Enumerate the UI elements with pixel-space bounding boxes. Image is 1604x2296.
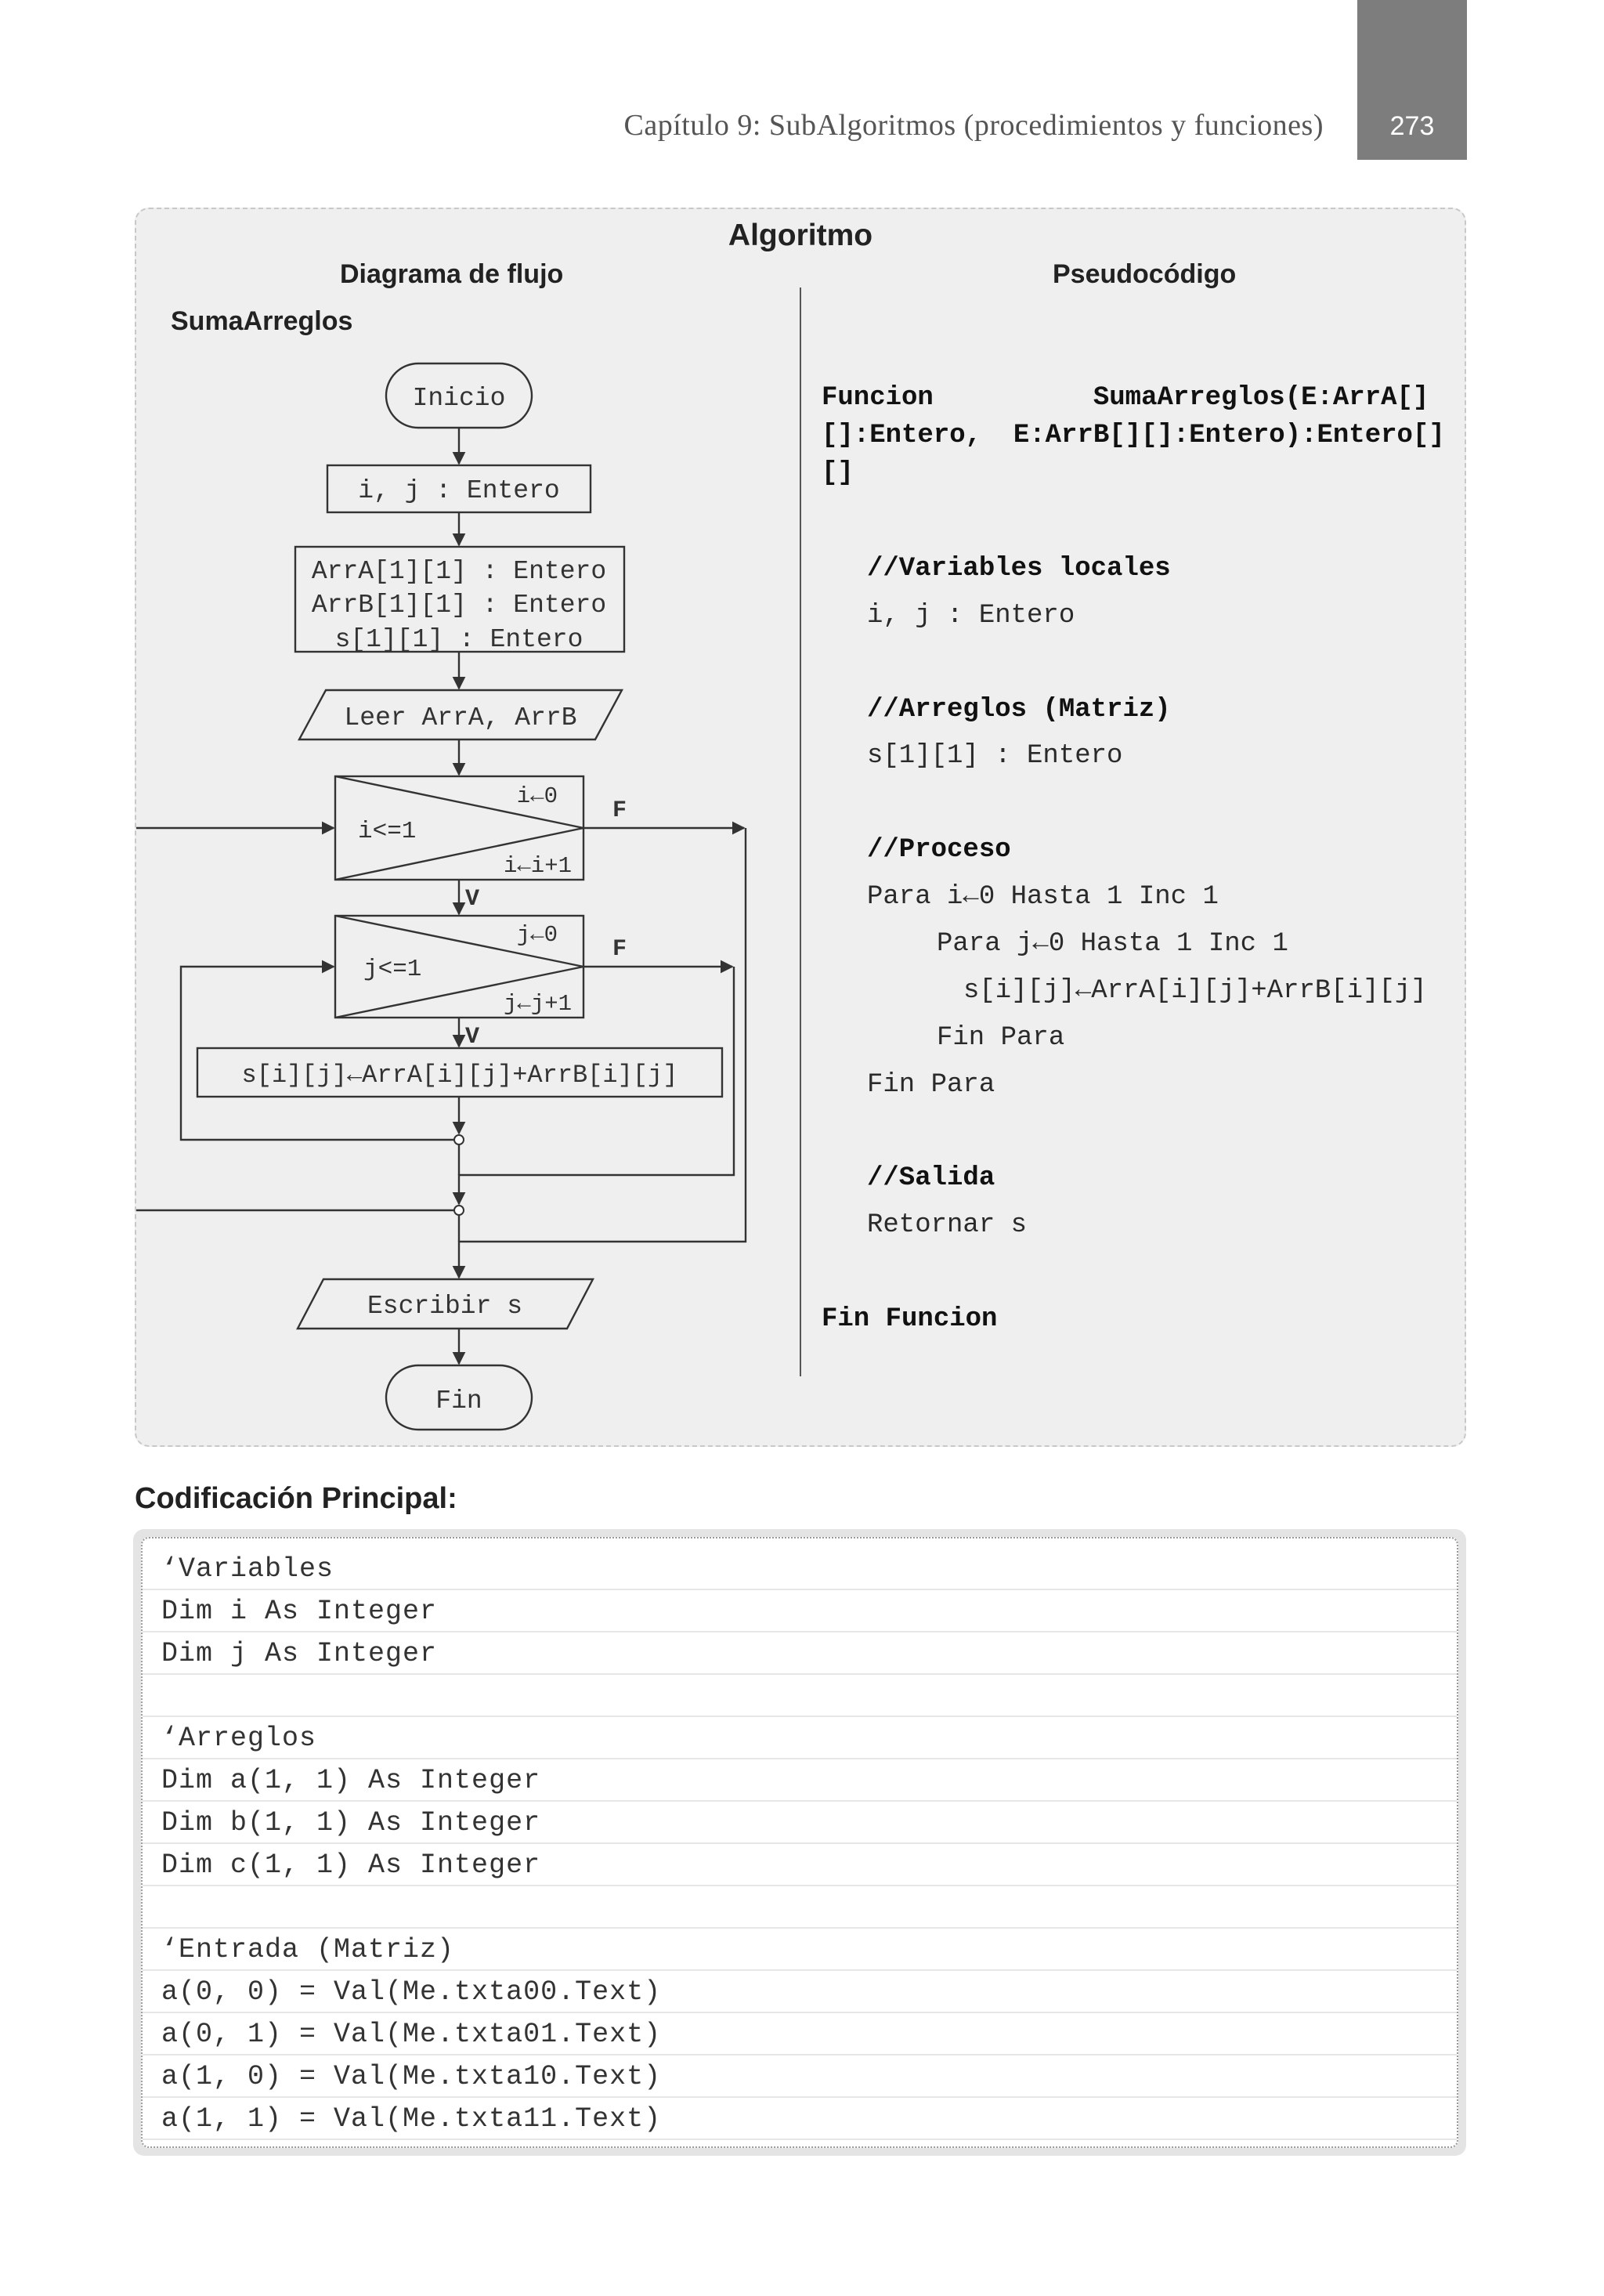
- code-line: Dim i As Integer: [143, 1590, 1457, 1633]
- false-label: F: [612, 936, 627, 963]
- merge-connector: [454, 1206, 464, 1215]
- pseudo-comment: //Arreglos (Matriz): [867, 695, 1171, 725]
- algorithm-panel: [135, 208, 1466, 1447]
- code-line: Dim b(1, 1) As Integer: [143, 1802, 1457, 1844]
- code-line: a(0, 0) = Val(Me.txta00.Text): [143, 1971, 1457, 2013]
- page-number: 273: [1389, 111, 1435, 141]
- pseudo-line: i, j : Entero: [867, 601, 1075, 631]
- pseudo-line: Para i←0 Hasta 1 Inc 1: [867, 882, 1219, 912]
- pseudo-line: Fin Para: [867, 1070, 995, 1100]
- true-label: V: [465, 886, 480, 913]
- pseudo-line: Fin Funcion: [822, 1304, 998, 1334]
- code-line: Dim c(1, 1) As Integer: [143, 1844, 1457, 1886]
- code-line: a(0, 1) = Val(Me.txta01.Text): [143, 2013, 1457, 2056]
- start-label: Inicio: [412, 384, 506, 413]
- pseudo-line: Para j←0 Hasta 1 Inc 1: [937, 929, 1288, 959]
- algorithm-title: Algoritmo: [728, 219, 873, 252]
- loop-j-init: j←0: [516, 922, 558, 948]
- code-line: Dim a(1, 1) As Integer: [143, 1759, 1457, 1802]
- loop-i-init: i←0: [516, 783, 558, 809]
- array-declaration-line: s[1][1] : Entero: [334, 625, 583, 654]
- page-number-tab: [1357, 0, 1467, 160]
- pseudocode-title: Pseudocódigo: [1053, 259, 1237, 289]
- merge-connector: [454, 1135, 464, 1144]
- true-label: V: [465, 1024, 480, 1050]
- code-panel: [133, 1529, 1466, 2156]
- input-text: Leer ArrA, ArrB: [344, 703, 577, 732]
- loop-j-condition: j<=1: [363, 956, 422, 983]
- code-line: [143, 1675, 1457, 1717]
- loop-i-increment: i←i+1: [503, 853, 572, 879]
- chapter-header: Capítulo 9: SubAlgoritmos (procedimientos y funciones): [623, 109, 1324, 142]
- output-text: Escribir s: [367, 1292, 523, 1321]
- loop-j-increment: j←j+1: [503, 991, 572, 1017]
- flowchart: [136, 209, 919, 1448]
- code-line: [143, 1886, 1457, 1929]
- code-line: a(1, 0) = Val(Me.txta10.Text): [143, 2056, 1457, 2098]
- array-declaration-line: ArrA[1][1] : Entero: [311, 557, 607, 586]
- code-listing: [141, 1537, 1458, 2148]
- code-line: ‘Entrada (Matriz): [143, 1929, 1457, 1971]
- end-label: Fin: [435, 1387, 482, 1416]
- pseudo-line: Fin Para: [937, 1023, 1065, 1053]
- codification-title: Codificación Principal:: [135, 1482, 457, 1515]
- pseudo-comment: //Salida: [867, 1163, 995, 1193]
- process-text: s[i][j]←ArrA[i][j]+ArrB[i][j]: [241, 1061, 678, 1090]
- code-line: ‘Arreglos: [143, 1717, 1457, 1759]
- pseudo-line: []:Entero, E:ArrB[][]:Entero):Entero[]: [822, 421, 1445, 450]
- pseudo-line: Retornar s: [867, 1210, 1028, 1240]
- flowchart-title: Diagrama de flujo: [340, 259, 564, 289]
- pseudo-comment: //Proceso: [867, 835, 1011, 865]
- declaration-text: i, j : Entero: [358, 476, 560, 505]
- false-label: F: [612, 797, 627, 824]
- loop-i-condition: i<=1: [358, 818, 417, 845]
- code-line: ‘Variables: [143, 1548, 1457, 1590]
- pseudo-line: s[i][j]←ArrA[i][j]+ArrB[i][j]: [963, 976, 1427, 1006]
- pseudo-comment: //Variables locales: [867, 554, 1171, 584]
- code-line: Dim j As Integer: [143, 1633, 1457, 1675]
- pseudo-line: s[1][1] : Entero: [867, 741, 1123, 771]
- code-line: a(1, 1) = Val(Me.txta11.Text): [143, 2098, 1457, 2140]
- pseudo-line: Funcion SumaArreglos(E:ArrA[]: [822, 383, 1429, 413]
- function-name: SumaArreglos: [171, 306, 353, 336]
- pseudo-line: []: [822, 458, 854, 488]
- array-declaration-line: ArrB[1][1] : Entero: [311, 591, 607, 620]
